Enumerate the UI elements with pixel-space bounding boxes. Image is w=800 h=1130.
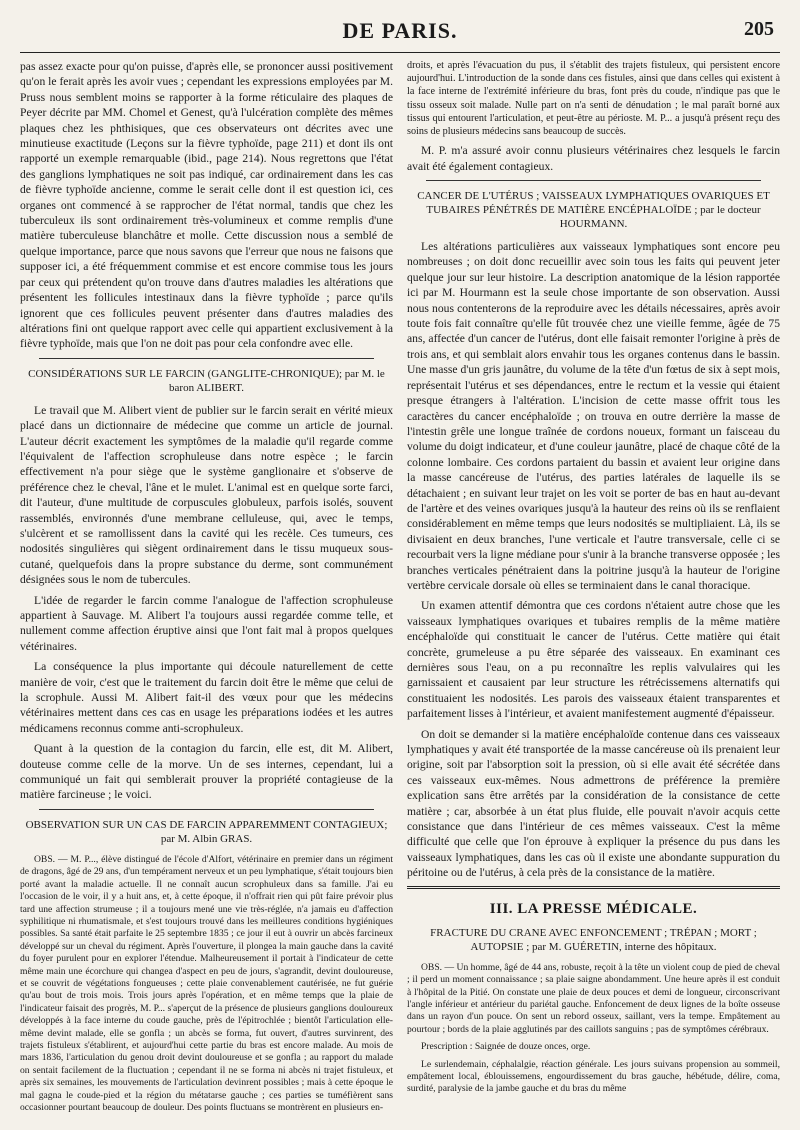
double-rule	[407, 886, 780, 889]
section-title: OBSERVATION SUR UN CAS DE FARCIN APPAREMMENT CONTAGIEUX; par M. Albin GRAS.	[25, 818, 388, 845]
paragraph: OBS. — Un homme, âgé de 44 ans, robuste, reçoit à la tête un violent coup de pied de cheval ; il perd un moment connaissance ; sa plaie saigne abondamment. Une heure après il est conduit à l'hôpital de la Pitié. On constate une plaie de deux pouces et demi de longueur, circonscrivant l'angle inférieur et antérieur du pariétal gauche. Enfoncement de deux lignes de la boîte osseuse dans un rayon d'un pouce. On sent un rebord osseux, saillant, vers la tempe. Empâtement au pourtour ; bords de la plaie agglutinés par des caillots sanguins ; pas de symptômes cérébraux.	[407, 961, 780, 1035]
two-columns	[20, 59, 780, 1117]
page-number: 205	[744, 18, 774, 40]
paragraph: La conséquence la plus importante qui découle naturellement de cette manière de voir, c'est que le traitement du farcin doit être le même que celui de la scrophule. Aussi M. Alibert fait-il des vœux pour que les médecins vétérinaires mettent dans ces cas en usage les préparations iodées et les autres médicamens reconnus comme anti-scrophuleux.	[20, 660, 393, 735]
right-column	[407, 59, 780, 1117]
divider	[39, 809, 375, 810]
paragraph: Les altérations particulières aux vaisseaux lymphatiques sont encore peu nombreuses ; on doit donc recueillir avec soin tous les faits qui peuvent jeter quelque jour sur leur histoire. La description anatomique de la lésion rapportée ici par M. Hourmann est la seule chose importante de son observation. Aussi nous nous contenterons de la reproduire avec les détails nécessaires, après avoir toute fois fait connaître qu'elle fût trouvée chez une vieille femme, âgée de 75 ans, affectée d'un cancer de l'utérus, dont elle faisait remonter l'origine à près de trois ans, et qui semblait alors envahir tous les organes contenus dans le bassin. Une masse d'un gris jaunâtre, du volume de la tête d'un fœtus de six à sept mois, représentait l'utérus et ses dépendances, entre le rectum et la vessie qui étaient presque étrangers à l'altération. L'incision de cette masse offrit tous les caractères du cancer encéphaloïde ; on trouva en outre derrière la masse de l'intestin grêle une longue traînée de cordons noueux, formant un faisceau du volume du doigt indicateur, et d'une couleur jaunâtre, placé de chaque côté de la colonne lombaire. Ces cordons partaient du bassin et avaient leur origine dans la masse cancéreuse de l'utérus, des parties latérales de laquelle ils se détachaient ; en suivant leur trajet on les voit se porter de bas en haut au-devant de l'artère et des veines ovariques jusqu'à la hauteur des reins où ils se renflaient considérablement en même temps que leurs nodosités se multipliaient. Là, ils se divisaient en deux branches, l'une verticale et l'autre transversale, celle ci se recourbait vers la ligne médiane pour s'unir à la branche transverse opposée ; les branches verticales pénétraient dans la poitrine jusqu'à la hauteur de l'origine vertèbre cervicale dorsale où elles se terminaient dans le canal thoracique.	[407, 240, 780, 592]
paragraph: On doit se demander si la matière encéphaloïde contenue dans ces vaisseaux lymphatiques y avait été transportée de la masse cancéreuse où ils prenaient leur origine, soit par l'absorption soit la pression, où si elle avait été sécrétée dans ces vaisseaux eux-mêmes. Nous admettrons de préférence la première explication sans être arrêtés par la considération de la consistance de cette matière ; car, absorbée à un état plus fluide, elle pouvait n'avoir acquis cette consistance que dans l'intérieur de ces mêmes vaisseaux. C'est la même difficulté que celle que l'on éprouve à expliquer la présence du pus dans les vaisseaux lymphatiques, dans les cas où il existe une abondante suppuration du péritoine ou de l'utérus, à cela près de la consistance de la matière.	[407, 727, 780, 880]
paragraph: L'idée de regarder le farcin comme l'analogue de l'affection scrophuleuse appartient à Sauvage. M. Alibert l'a toujours aussi regardée comme telle, et nullement comme affection éruptive ainsi que l'ont fait mal à propos quelques vétérinaires.	[20, 593, 393, 653]
divider	[39, 358, 375, 359]
left-column	[20, 59, 393, 1117]
section-title: CANCER DE L'UTÉRUS ; VAISSEAUX LYMPHATIQUES OVARIQUES ET TUBAIRES PÉNÉTRÉS DE MATIÈRE ENCÉPHALOÏDE ; par le docteur HOURMANN.	[417, 190, 770, 231]
header-rule	[20, 52, 780, 53]
paragraph: droits, et après l'évacuation du pus, il s'établit des trajets fistuleux, qui persistent encore aujourd'hui. L'introduction de la sonde dans ces fistules, ainsi que dans celles qui existent à la face interne de l'extrémité inférieure du bras, font près du coude, n'indique pas que le tissu osseux soit malade. Nulle part on n'a senti de dénudation ; le mal paraît borné aux tissus qui entourent l'articulation, et peut-être au périoste. M. P... a jusqu'à présent reçu des soins de plusieurs médecins sans beaucoup de succès.	[407, 60, 780, 138]
divider	[426, 180, 762, 181]
section-title: CONSIDÉRATIONS SUR LE FARCIN (GANGLITE-CHRONIQUE); par M. le baron ALIBERT.	[28, 367, 385, 394]
paragraph: Le travail que M. Alibert vient de publier sur le farcin serait en vérité mieux placé dans un dictionnaire de médecine que comme un article de journal. L'auteur décrit exactement les symptômes de la maladie qu'il regarde comme l'équivalent de l'affection scrophuleuse dans notre espèce ; le farcin effectivement n'a pour siège que le système ganglionaire et s'observe de préférence chez le cheval, l'âne et le mulet. L'animal est en quelque sorte farci, dit l'auteur, d'une multitude de corpuscules globuleux, parfois isolés, souvent rassemblés, environnés d'une membrane celluleuse, qui, avec le temps, s'ulcèrent et se ramollissent dans la cavité qui les recèle. Ces tumeurs, ces nodosités singulières qui siègent ordinairement dans le tissu muqueux sous-cutané, quelquefois dans la propre substance du derme, sont communément désignées sous le nom de tubercules.	[20, 403, 393, 587]
paragraph: Quant à la question de la contagion du farcin, elle est, dit M. Alibert, douteuse comme celle de la morve. Un de ses internes, cependant, lui a communiqué un fait qui semblerait prouver la propriété contagieuse de la matière farcineuse ; le voici.	[20, 742, 393, 802]
paragraph: pas assez exacte pour qu'on puisse, d'après elle, se prononcer aussi positivement qu'on le ferait après les avoir vues ; cependant les expressions employées par M. Pruss nous semblent moins se rapporter à la forme réticulaire des plaques de Peyer décrite par MM. Chomel et Genest, qu'à l'ulcération complète des mêmes plaques chez les phthisiques, que ces observateurs ont décrites avec une minutieuse exactitude (Leçons sur la fièvre typhoïde, page 211) et dont ils ont rapporté un exemple remarquable (ibid., page 214). Nous regrettons que l'état des ganglions lymphatiques ne soit pas indiqué, car ordinairement dans les cas de fièvre typhoïde ancienne, comme le serait celle dont il est question ici, ces organes ont commencé à se rapprocher de l'état normal, tandis que chez les tuberculeux ils sont ordinairement très-volumineux et comme remplis d'une matière tuberculeuse blanchâtre et molle. Cette discussion nous a semblé de quelque importance, parce que nous savons que l'erreur que nous ne faisons que supposer ici, a été fréquemment commise et est encore commise tous les jours par ceux qui prétendent qu'on trouve dans d'autres maladies les altérations que présentent les follicules intestinaux dans la fièvre typhoïde ; parce qu'ils ignorent que ces follicules peuvent présenter dans d'autres maladies des altérations fini ont quelque rapport avec celle qui appartient exclusivement à la fièvre typhoïde, mais que l'on ne doit pas pour cela confondre avec elle.	[20, 60, 393, 351]
section-title: FRACTURE DU CRANE AVEC ENFONCEMENT ; TRÉPAN ; MORT ; AUTOPSIE ; par M. GUÉRETIN, interne des hôpitaux.	[430, 926, 757, 953]
paragraph: Prescription : Saignée de douze onces, orge.	[421, 1041, 591, 1053]
section-heading: III. LA PRESSE MÉDICALE.	[489, 900, 698, 917]
page-header	[20, 18, 780, 52]
paragraph: Le surlendemain, céphalalgie, réaction générale. Les jours suivans propension au sommeil, empâtement local, éblouissemens, engourdissement du bras gauche, hébétude, délire, coma, surdité, paralysie de la jambe gauche et du bras du même	[407, 1058, 780, 1095]
paragraph: M. P. m'a assuré avoir connu plusieurs vétérinaires chez lesquels le farcin avait été également contagieux.	[407, 144, 780, 173]
running-title: DE PARIS.	[342, 18, 458, 43]
paragraph: Un examen attentif démontra que ces cordons n'étaient autre chose que les vaisseaux lymphatiques ovariques et tubaires remplis de la même matière encéphaloïde qui constituait le cancer de l'utérus. Cette matière qui était concrète, grumeleuse a pu être séparée des vaisseaux. En examinant ces dernières sous l'eau, on a pu reconnaître les replis valvulaires qui les garnissaient et causaient par leur structure les rétrécissemens alternatifs qui constituaient les nodosités. Les parois des vaisseaux étaient transparentes et parfaitement lisses à l'intérieur, et avaient manifestement augmenté d'épaisseur.	[407, 599, 780, 721]
paragraph: OBS. — M. P..., élève distingué de l'école d'Alfort, vétérinaire en premier dans un régiment de dragons, âgé de 29 ans, d'un tempérament nerveux et un peu lymphatique, s'était toujours bien porté avant la maladie actuelle. Il ne connaît aucun scrophuleux dans sa famille. J'ai eu l'occasion de le voir, il y a huit ans, et, à cette époque, il n'offrait rien qui pût faire prévoir plus tard une affection strumeuse ; il a toujours mené une vie très-réglée, n'a jamais eu d'affection syphilitique ni rhumatismale, et s'est toujours trouvé dans les meilleures conditions hygiéniques possibles. Sa santé était parfaite le 25 septembre 1835 ; ce jour il eut à ouvrir un abcès farcineux développé sur un cheval du régiment. Après l'ouverture, il plongea la main gauche dans la cavité du foyer purulent pour en explorer l'étendue. Malheureusement il portait à l'indicateur de cette même main une écorchure qui changea d'aspect en peu de jours, s'agrandit, devint douloureuse, et se couvrit de végétations fongueuses ; cette plaie convenablement cautérisée, ne fut guérie qu'au bout de trois mois. Trois jours après l'opération, et en même temps que la plaie de l'indicateur faisait des progrès, M. P... s'aperçut de la présence de plusieurs ganglions douloureux développés à la face interne du coude gauche, près de l'épitrochlée ; bientôt l'articulation elle-même devint malade, elle se gonfla ; un abcès se forma, fut ouvert, d'autres survinrent, des trajets fistuleux s'établirent, et aujourd'hui cette partie du bras est encore malade. Au mois de mars 1836, l'articulation du genou droit devint douloureuse et se gonfla ; au rapport du malade on sentait facilement de la fluctuation ; cependant il ne se forma ni abcès ni trajet fistuleux, et après six semaines, les mouvements de l'articulation devinrent possibles ; mais à cette époque le mal gagna le coude-pied et la région du métatarse gauche ; ces parties se tuméfièrent sans occasionner pourtant beaucoup de douleur. Des points fluctuans se montrèrent en plusieurs en-	[20, 853, 393, 1113]
